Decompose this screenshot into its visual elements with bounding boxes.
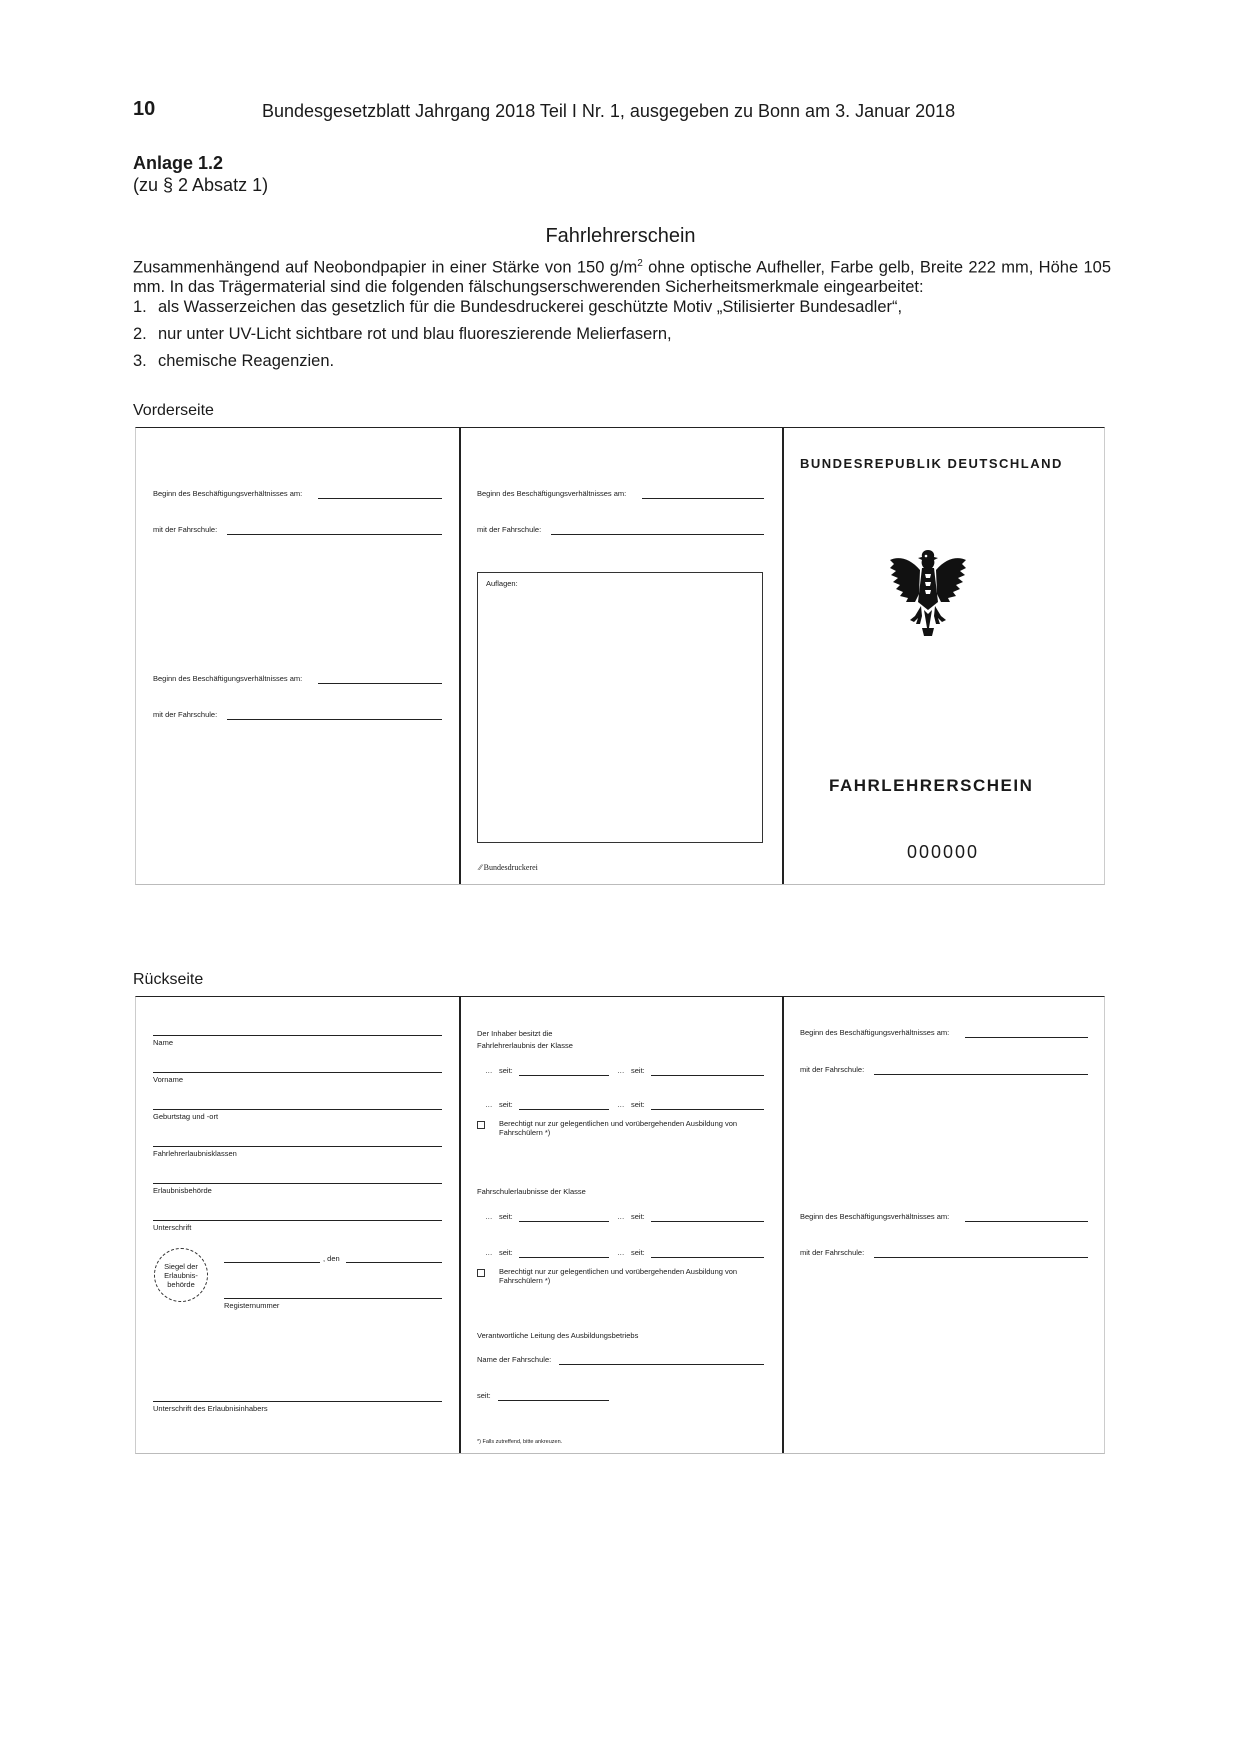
holder-signature-line <box>153 1401 442 1402</box>
restriction-text-2: Fahrschülern *) <box>499 1276 551 1285</box>
seit-line <box>651 1221 764 1222</box>
signature-label: Unterschrift <box>153 1223 192 1232</box>
security-features-list <box>133 298 1111 379</box>
employment-start-label: Beginn des Beschäftigungsverhältnisses am: <box>477 489 627 498</box>
front-panel-middle <box>459 428 782 884</box>
seit-label: seit: <box>499 1100 513 1109</box>
seit-label: seit: <box>499 1212 513 1221</box>
employment-start-label: Beginn des Beschäftigungsverhältnisses am: <box>800 1212 950 1221</box>
seit-line <box>519 1109 609 1110</box>
intro-paragraph: Zusammenhängend auf Neobondpapier in einer Stärke von 150 $g/m^2$ ohne optische Aufheller, Farbe gelb, Breite 222 mm, Höhe 105 mm. In das Trägermaterial sind die folgenden fälschungserschwerenden Sicherheitsmerkmale eingearbeitet: <box>133 258 1112 296</box>
list-item: 2. nur unter UV-Licht sichtbare rot und blau fluoreszierende Melierfasern, <box>133 325 672 343</box>
employment-start-line <box>318 683 442 684</box>
date-prefix: , den <box>323 1254 340 1263</box>
holder-signature-label: Unterschrift des Erlaubnisinhabers <box>153 1404 268 1413</box>
footnote: *) Falls zutreffend, bitte ankreuzen. <box>477 1439 563 1445</box>
driving-school-line <box>874 1257 1088 1258</box>
printer-logo-icon: ⁄⁄ <box>479 863 482 872</box>
page-number: 10 <box>133 98 156 120</box>
document-title: Fahrlehrerschein <box>545 225 696 247</box>
seit-line <box>498 1400 609 1401</box>
seit-label: seit: <box>631 1066 645 1075</box>
seit-line <box>519 1075 609 1076</box>
front-panel-left <box>136 428 459 884</box>
employment-start-line <box>965 1037 1088 1038</box>
school-name-label: Name der Fahrschule: <box>477 1355 552 1364</box>
employment-start-line <box>642 498 764 499</box>
driving-school-line <box>874 1074 1088 1075</box>
front-panel-right <box>782 428 1104 884</box>
employment-start-line <box>318 498 442 499</box>
seit-line <box>519 1257 609 1258</box>
employment-start-label: Beginn des Beschäftigungsverhältnisses am: <box>153 674 303 683</box>
restriction-text: Berechtigt nur zur gelegentlichen und vorübergehenden Ausbildung von <box>499 1267 738 1276</box>
seit-label: seit: <box>499 1248 513 1257</box>
seit-line <box>651 1257 764 1258</box>
anlage-title: Anlage 1.2 <box>133 153 224 173</box>
seit-line <box>519 1221 609 1222</box>
dots: … <box>617 1212 625 1221</box>
auflagen-label: Auflagen: <box>486 579 518 588</box>
signature-line <box>153 1220 442 1221</box>
dots: … <box>485 1066 493 1075</box>
restriction-text: Berechtigt nur zur gelegentlichen und vorübergehenden Ausbildung von <box>499 1119 738 1128</box>
front-card <box>135 427 1105 885</box>
vorname-line <box>153 1072 442 1073</box>
back-panel-left <box>136 997 459 1453</box>
classes-label: Fahrlehrerlaubnisklassen <box>153 1149 237 1158</box>
authority-label: Erlaubnisbehörde <box>153 1186 212 1195</box>
auflagen-box <box>477 572 763 843</box>
country-title: BUNDESREPUBLIK DEUTSCHLAND <box>800 456 1063 471</box>
front-label: Vorderseite <box>133 402 214 419</box>
dots: … <box>485 1212 493 1221</box>
restriction-text-2: Fahrschülern *) <box>499 1128 551 1137</box>
employment-start-label: Beginn des Beschäftigungsverhältnisses am: <box>800 1028 950 1037</box>
classes-line <box>153 1146 442 1147</box>
seit-label: seit: <box>477 1391 491 1400</box>
driving-school-label: mit der Fahrschule: <box>800 1248 865 1257</box>
holder-class-label: Fahrlehrerlaubnis der Klasse <box>477 1041 573 1050</box>
birth-line <box>153 1109 442 1110</box>
restriction-checkbox[interactable] <box>477 1121 485 1129</box>
list-item: 3. chemische Reagenzien. <box>133 352 335 370</box>
register-label: Registernummer <box>224 1301 280 1310</box>
employment-start-label: Beginn des Beschäftigungsverhältnisses am: <box>153 489 303 498</box>
vorname-label: Vorname <box>153 1075 184 1084</box>
driving-school-label: mit der Fahrschule: <box>153 710 218 719</box>
driving-school-label: mit der Fahrschule: <box>800 1065 865 1074</box>
name-label: Name <box>153 1038 174 1047</box>
federal-eagle-icon <box>888 544 968 644</box>
school-licenses-label: Fahrschulerlaubnisse der Klasse <box>477 1187 586 1196</box>
date-line <box>346 1262 442 1263</box>
license-title: FAHRLEHRERSCHEIN <box>829 776 1034 795</box>
seit-line <box>651 1075 764 1076</box>
seit-label: seit: <box>631 1100 645 1109</box>
back-label: Rückseite <box>133 971 204 988</box>
seit-line <box>651 1109 764 1110</box>
running-title: Bundesgesetzblatt Jahrgang 2018 Teil I Nr. 1, ausgegeben zu Bonn am 3. Januar 2018 <box>262 101 956 121</box>
driving-school-line <box>227 719 442 720</box>
place-line <box>224 1262 320 1263</box>
school-name-line <box>559 1364 764 1365</box>
seit-label: seit: <box>631 1248 645 1257</box>
restriction-checkbox[interactable] <box>477 1269 485 1277</box>
birth-label: Geburtstag und -ort <box>153 1112 219 1121</box>
driving-school-label: mit der Fahrschule: <box>153 525 218 534</box>
serial-number: 000000 <box>907 842 980 862</box>
dots: … <box>617 1066 625 1075</box>
seit-label: seit: <box>631 1212 645 1221</box>
employment-start-line <box>965 1221 1088 1222</box>
authority-line <box>153 1183 442 1184</box>
list-item: 1. als Wasserzeichen das gesetzlich für die Bundesdruckerei geschützte Motiv „Stilisierter Bundesadler“, <box>133 298 903 316</box>
back-panel-middle <box>459 997 782 1453</box>
dots: … <box>617 1100 625 1109</box>
seit-label: seit: <box>499 1066 513 1075</box>
printer-mark: ⁄⁄ Bundesdruckerei <box>479 863 538 872</box>
seal-placeholder: Siegel der Erlaubnis-behörde <box>154 1248 208 1302</box>
driving-school-line <box>551 534 764 535</box>
register-line <box>224 1298 442 1299</box>
driving-school-line <box>227 534 442 535</box>
name-line <box>153 1035 442 1036</box>
dots: … <box>617 1248 625 1257</box>
back-panel-right <box>782 997 1104 1453</box>
holder-has-label: Der Inhaber besitzt die <box>477 1029 553 1038</box>
driving-school-label: mit der Fahrschule: <box>477 525 542 534</box>
dots: … <box>485 1100 493 1109</box>
dots: … <box>485 1248 493 1257</box>
responsible-label: Verantwortliche Leitung des Ausbildungsbetriebs <box>477 1331 639 1340</box>
back-card <box>135 996 1105 1454</box>
anlage-reference: (zu § 2 Absatz 1) <box>133 175 269 195</box>
